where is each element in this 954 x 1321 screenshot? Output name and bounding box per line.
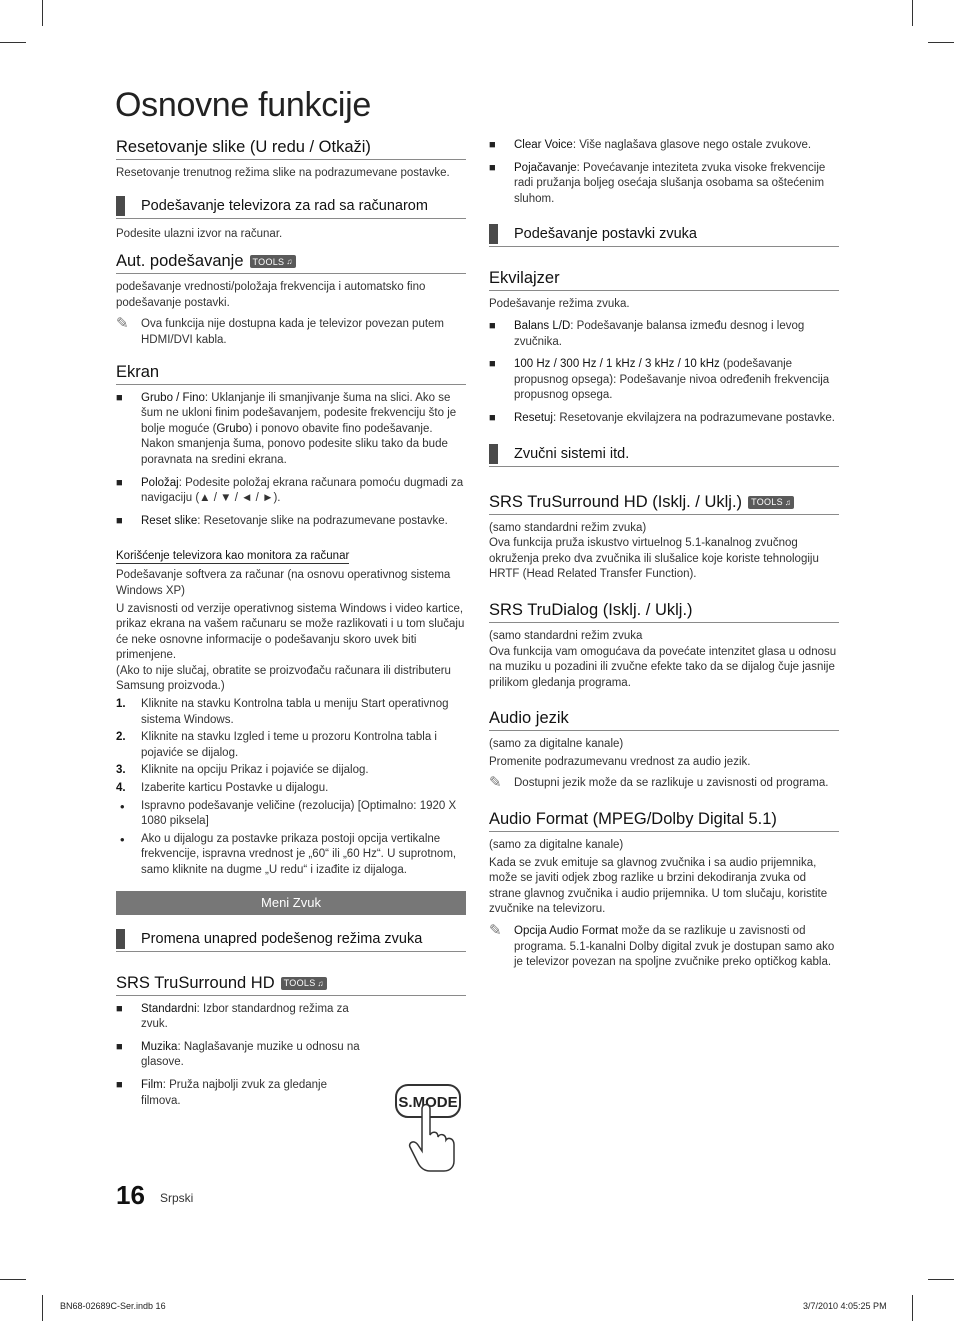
section-title-text: Audio jezik xyxy=(489,709,569,728)
list-item: ■ Reset slike: Resetovanje slike na podrazumevane postavke. xyxy=(116,514,466,530)
list-item: ■ Clear Voice: Više naglašava glasove nego ostale zvukove. xyxy=(489,138,839,154)
section-title xyxy=(116,363,466,385)
list-item: • Ako u dijalogu za postavke prikaza postoji opcija vertikalne frekvencije, ispravna vrednost je „60“ ili „60 Hz“. U suprotnom, samo kliknite na dugme „U redu“ i izađite iz dijaloga. xyxy=(116,832,466,879)
dot-list xyxy=(116,799,466,879)
list-item: ■ Položaj: Podesite položaj ekrana računara pomoću dugmadi za navigaciju (▲ / ▼ / ◄ / ►). xyxy=(116,476,466,507)
crop-mark xyxy=(42,0,43,26)
header-bar xyxy=(116,196,125,216)
underlined-heading: Korišćenje televizora kao monitora za računar xyxy=(116,550,350,563)
menu-section-bar: Meni Zvuk xyxy=(116,891,466,915)
tools-icon: TOOLS ♫ xyxy=(250,255,296,268)
section-title-text: Aut. podešavanje xyxy=(116,252,244,271)
paragraph: (Ako to nije slučaj, obratite se proizvođaču računara ili distributeru Samsung proizvoda.) xyxy=(116,664,451,693)
section-title xyxy=(489,810,839,832)
section-text: (samo standardni režim zvuka) xyxy=(489,521,647,534)
subsection-title: Zvučni sistemi itd. xyxy=(514,445,630,462)
section-title xyxy=(489,601,839,623)
section-title xyxy=(489,269,839,291)
section-title-text: SRS TruDialog (Isklj. / Uklj.) xyxy=(489,600,693,619)
pencil-note-icon: ✎ xyxy=(489,774,502,792)
bullet-list xyxy=(489,319,839,427)
list-item: ■ Balans L/D: Podešavanje balansa između desnog i levog zvučnika. xyxy=(489,319,839,350)
section-title xyxy=(489,493,839,515)
smode-label: S.MODE xyxy=(398,1094,458,1111)
list-item: ■ Film: Pruža najbolji zvuk za gledanje filmova. xyxy=(116,1078,366,1109)
section-text: (samo standardni režim zvuka xyxy=(489,629,643,642)
list-item: • Ispravno podešavanje veličine (rezolucija) [Optimalno: 1920 X 1080 piksela] xyxy=(116,799,466,830)
page-title: Osnovne funkcije xyxy=(115,86,372,124)
paragraph: Podešavanje softvera za računar (na osnovu operativnog sistema Windows XP) xyxy=(116,569,451,597)
right-column xyxy=(489,138,839,971)
crop-mark xyxy=(0,1279,26,1280)
subsection-header xyxy=(489,224,839,247)
section-text: podešavanje vrednosti/položaja frekvencija i automatsko fino podešavanje postavki. xyxy=(116,281,426,309)
section-text: Podešavanje režima zvuka. xyxy=(489,298,630,311)
section-text: (samo za digitalne kanale) xyxy=(489,839,624,852)
section-title xyxy=(116,252,466,274)
list-item: 2. Kliknite na stavku Izgled i teme u prozoru Kontrolna tabla i pojaviće se dijalog. xyxy=(116,731,437,759)
crop-mark xyxy=(928,1279,954,1280)
paragraph: U zavisnosti od verzije operativnog sistema Windows i video kartice, prikaz ekrana na vašem računaru se može razlikovati i u tom slučaju će neke osnovne informacije o podešavanju skoro uvek biti primenjene. xyxy=(116,602,465,662)
section-text: Promenite podrazumevanu vrednost za audio jezik. xyxy=(489,755,751,768)
header-bar xyxy=(489,444,498,464)
list-item: ■ 100 Hz / 300 Hz / 1 kHz / 3 kHz / 10 kHz (podešavanje propusnog opsega): Podešavanje nivoa određenih frekvencija propusnog opsega. xyxy=(489,357,839,404)
bullet-list xyxy=(116,391,466,530)
footer-timestamp: 3/7/2010 4:05:25 PM xyxy=(803,1301,887,1311)
subsection-title: Podešavanje televizora za rad sa računarom xyxy=(141,197,428,214)
note: ✎ Opcija Audio Format može da se razlikuje u zavisnosti od programa. 5.1-kanalni Dolby digital zvuk je dostupan samo ako je televizor povezan na spoljne zvučnike preko optičkog kabla. xyxy=(489,922,835,969)
page-language: Srpski xyxy=(160,1191,194,1205)
numbered-list xyxy=(116,697,466,797)
section-text: Ova funkcija pruža iskustvo virtuelnog 5.1-kanalnog zvučnog okruženja preko dva zvučnika ili slušalice koje koriste tehnologiju HRTF (Head Related Transfer Function). xyxy=(489,537,819,581)
section-title-text: Audio Format (MPEG/Dolby Digital 5.1) xyxy=(489,810,777,829)
list-item: 4. Izaberite karticu Postavke u dijalogu. xyxy=(116,782,329,795)
section-title xyxy=(489,709,839,731)
subsection-header xyxy=(116,929,466,952)
list-item: 1. Kliknite na stavku Kontrolna tabla u meniju Start operativnog sistema Windows. xyxy=(116,698,449,726)
section-text: Ova funkcija vam omogućava da povećate intenzitet glasa u odnosu na muziku u pozadini ili zvučne efekte tako da se dijalog čuje jasnije prilikom gledanja programa. xyxy=(489,645,837,689)
section-title xyxy=(116,974,466,996)
subsection-title: Podešavanje postavki zvuka xyxy=(514,226,697,243)
list-item: 3. Kliknite na opciju Prikaz i pojaviće se dijalog. xyxy=(116,764,369,777)
tools-icon: TOOLS ♫ xyxy=(281,977,327,990)
note: ✎ Ova funkcija nije dostupna kada je televizor povezan putem HDMI/DVI kabla. xyxy=(116,315,445,346)
left-column xyxy=(116,138,466,1116)
subsection-title: Promena unapred podešenog režima zvuka xyxy=(141,930,423,947)
section-title-text: SRS TruSurround HD (Isklj. / Uklj.) xyxy=(489,492,743,511)
pencil-note-icon: ✎ xyxy=(116,315,129,333)
crop-mark xyxy=(42,1295,43,1321)
smode-button-illustration xyxy=(394,1083,464,1173)
crop-mark xyxy=(0,42,26,43)
section-title-text: SRS TruSurround HD xyxy=(116,973,275,992)
section-text: Podesite ulazni izvor na računar. xyxy=(116,227,283,240)
section-text: Kada se zvuk emituje sa glavnog zvučnika i sa audio prijemnika, može se javiti odjek zbog razlike u brzini dekodiranja zvuka od strane glavnog zvučnika i audio prijemnika. U tom slučaju, koristite zvučnike na televizoru. xyxy=(489,856,828,916)
tools-icon: TOOLS ♫ xyxy=(748,496,794,509)
footer-file-info: BN68-02689C-Ser.indb 16 xyxy=(60,1301,166,1311)
page-number: 16 xyxy=(116,1180,145,1210)
bullet-list xyxy=(489,138,839,207)
subsection-header xyxy=(116,196,466,219)
list-item: ■ Muzika: Naglašavanje muzike u odnosu na glasove. xyxy=(116,1040,366,1071)
list-item: ■ Standardni: Izbor standardnog režima za zvuk. xyxy=(116,1002,366,1033)
section-text: (samo za digitalne kanale) xyxy=(489,738,624,751)
list-item: ■ Pojačavanje: Povećavanje inteziteta zvuka visoke frekvencije radi pružanja boljeg osećaja slušanja osobama sa oštećenim sluhom. xyxy=(489,161,839,208)
bullet-list xyxy=(116,1002,366,1110)
note: ✎ Dostupni jezik može da se razlikuje u zavisnosti od programa. xyxy=(489,774,829,792)
header-bar xyxy=(489,224,498,244)
section-title-text: Ekran xyxy=(116,362,160,381)
list-item: ■ Resetuj: Resetovanje ekvilajzera na podrazumevane postavke. xyxy=(489,411,839,427)
crop-mark xyxy=(928,42,954,43)
section-title-text: Resetovanje slike (U redu / Otkaži) xyxy=(116,138,371,156)
subsection-header xyxy=(489,444,839,467)
crop-mark xyxy=(912,1295,913,1321)
header-bar xyxy=(116,929,125,949)
section-title-text: Ekvilajzer xyxy=(489,269,560,288)
pencil-note-icon: ✎ xyxy=(489,922,502,940)
section-title xyxy=(116,138,466,160)
section-text: Resetovanje trenutnog režima slike na podrazumevane postavke. xyxy=(116,167,450,179)
crop-mark xyxy=(912,0,913,26)
list-item: ■ Grubo / Fino: Uklanjanje ili smanjivanje šuma na slici. Ako se šum ne ukloni finim podešavanjem, podesite frekvenciju što je bolje moguće (Grubo) i ponovo obavite fino podešavanje. Nakon smanjenja šuma, ponovo podesite sliku tako da bude poravnata na sredini ekrana. xyxy=(116,391,466,469)
